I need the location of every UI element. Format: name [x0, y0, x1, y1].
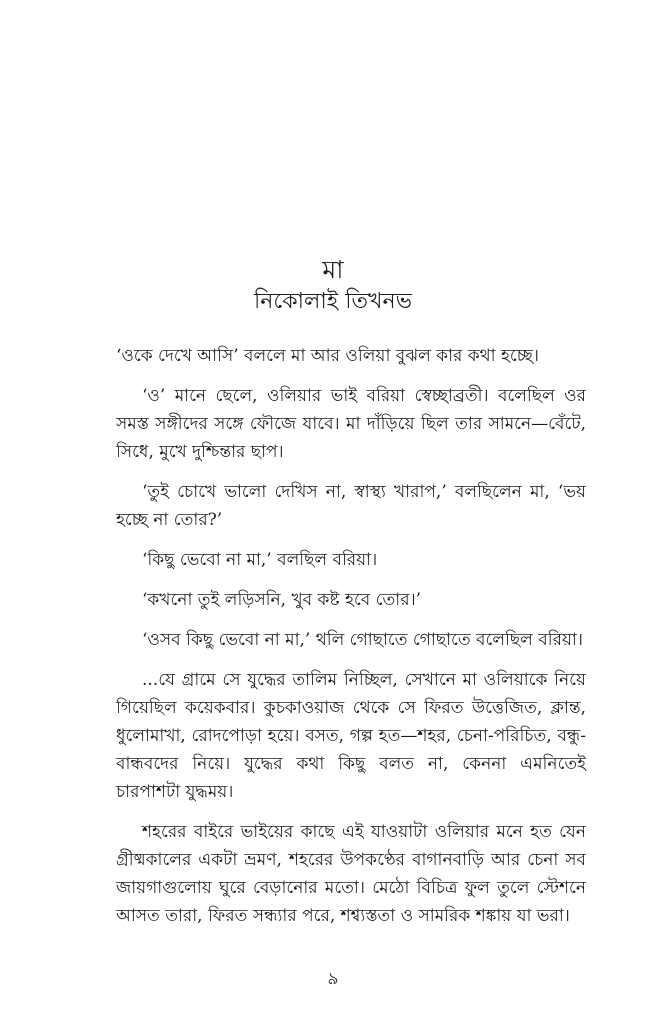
paragraph-4: ‘কিছু ভেবো না মা,’ বলছিল বরিয়া।: [142, 550, 378, 570]
paragraph-5: ‘কখনো তুই লড়িসনি, খুব কষ্ট হবে তোর।’: [142, 590, 422, 610]
paragraph-1: ‘ওকে দেখে আসি’ বললে মা আর ওলিয়া বুঝল কার কথা হচ্ছে।: [116, 346, 539, 366]
paragraph-6: ‘ওসব কিছু ভেবো না মা,’ থলি গোছাতে গোছাতে বলেছিল বরিয়া।: [142, 630, 583, 650]
paragraph-3: ‘তুই চোখে ভালো দেখিস না, স্বাস্থ্য খারাপ,’ বলছিলেন মা, ‘ভয় হচ্ছে না তোর?’: [116, 482, 586, 530]
paragraph-8: শহরের বাইরে ভাইয়ের কাছে এই যাওয়াটা ওলিয়ার মনে হত যেন গ্রীষ্মকালের একটা ভ্রমণ, শহরের উপকণ্ঠের বাগানবাড়ি আর চেনা সব জায়গাগুলোয় ঘুরে বেড়ানোর মতো। মেঠো বিচিত্র ফুল তুলে স্টেশনে আসত তারা, ফিরত সন্ধ্যার পরে, শশ্ব্যস্ততা ও সামরিক শঙ্কায় যা ভরা।: [116, 822, 586, 926]
paragraph-7: ...যে গ্রামে সে যুদ্ধের তালিম নিচ্ছিল, সেখানে মা ওলিয়াকে নিয়ে গিয়েছিল কয়েকবার। কুচকাওয়াজ থেকে সে ফিরত উত্তেজিত, ক্লান্ত, ধুলোমাখা, রোদপোড়া হয়ে। বসত, গল্প হত—শহর, চেনা-পরিচিত, বন্ধু-বান্ধবদের নিয়ে। যুদ্ধের কথা কিছু বলত না, কেননা এমনিতেই চারপাশটা যুদ্ধময়।: [116, 670, 586, 802]
author-name: নিকোলাই তিখনভ: [253, 289, 413, 314]
paragraph-2: ‘ও’ মানে ছেলে, ওলিয়ার ভাই বরিয়া স্বেচ্ছাব্রতী। বলেছিল ওর সমস্ত সঙ্গীদের সঙ্গে ফৌজে যাবে। মা দাঁড়িয়ে ছিল তার সামনে—বেঁটে, সিধে, মুখে দুশ্চিন্তার ছাপ।: [116, 386, 586, 462]
chapter-body: [116, 342, 586, 942]
page-number: ৯: [327, 969, 339, 989]
chapter-title: মা: [322, 255, 344, 284]
